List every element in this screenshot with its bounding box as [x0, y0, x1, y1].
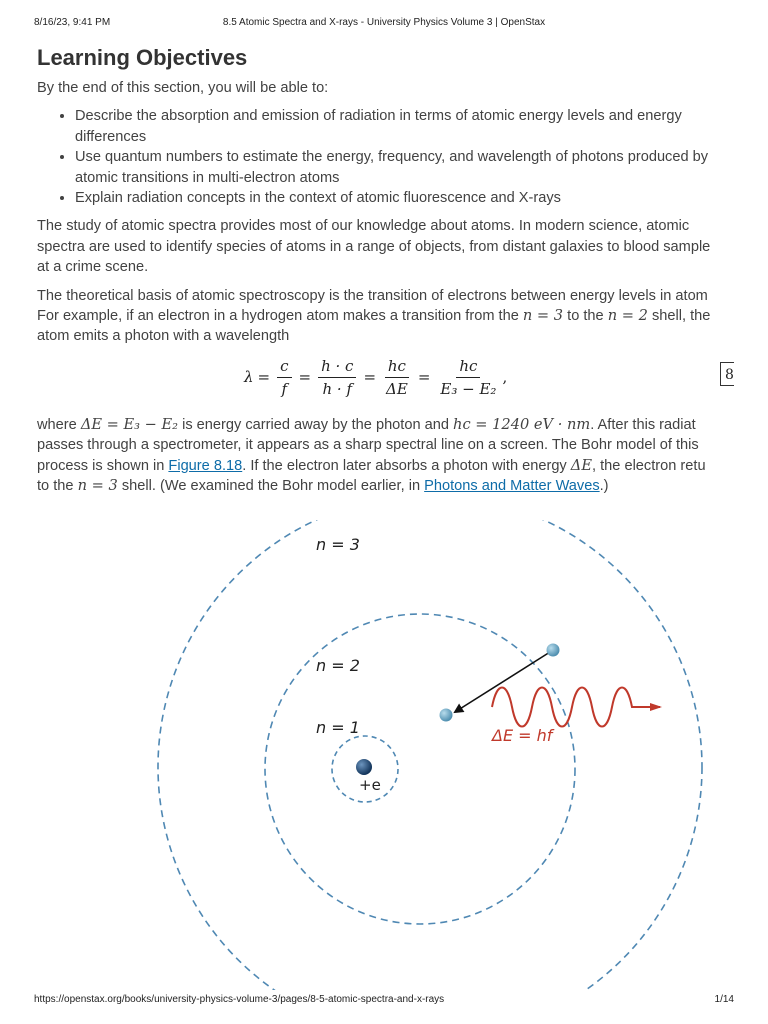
electron-final — [440, 709, 453, 722]
eq-denominator: h · f — [322, 379, 353, 398]
eq-comma: , — [502, 368, 508, 387]
math-delta-e: ΔE = E₃ − E₂ — [80, 415, 179, 433]
eq-fraction — [277, 357, 291, 398]
objective-line: atomic transitions in multi-electron atoms — [75, 169, 340, 186]
print-date: 8/16/23, 9:41 PM — [34, 17, 111, 28]
math-hc: hc = 1240 eV · nm — [453, 415, 591, 433]
nucleus — [356, 759, 372, 775]
eq-fraction — [437, 357, 499, 398]
label-n2: n = 2 — [316, 656, 360, 675]
objective-line: Describe the absorption and emission of radiation in terms of atomic energy levels and energy — [75, 108, 682, 125]
para-text: shell. (We examined the Bohr model earlier, in — [117, 478, 425, 495]
objective-line: Use quantum numbers to estimate the energy, frequency, and wavelength of photons produced by — [75, 149, 709, 166]
para-line: The theoretical basis of atomic spectroscopy is the transition of electrons between energy levels in atom — [37, 287, 708, 304]
objective-line: differences — [75, 128, 147, 145]
intro-text: By the end of this section, you will be able to: — [37, 80, 329, 96]
para-text: is energy carried away by the photon and — [178, 416, 454, 433]
eq-lambda: λ — [244, 368, 254, 387]
nucleus-charge-label: +e — [359, 776, 381, 794]
objective-line: Explain radiation concepts in the context of atomic fluorescence and X-rays — [75, 190, 561, 207]
eq-denominator: f — [281, 379, 288, 398]
orbit-n2 — [265, 614, 575, 924]
article-content — [37, 40, 734, 510]
math-n3-inline: n = 3 — [77, 477, 118, 495]
para-text: to the — [37, 478, 78, 495]
eq-numerator: c — [277, 357, 291, 378]
photon-wave — [492, 688, 660, 727]
para-line: The study of atomic spectra provides most of our knowledge about atoms. In modern science, atomic — [37, 218, 690, 235]
eq-denominator: E₃ − E₂ — [440, 379, 497, 398]
eq-equals: = — [257, 368, 271, 387]
paragraph-theoretical-basis — [37, 286, 734, 347]
para-text: , the electron retu — [592, 457, 706, 474]
para-line: atom emits a photon with a wavelength — [37, 328, 290, 345]
para-text: .) — [599, 478, 609, 495]
para-text: . After this radiat — [590, 416, 696, 433]
math-delta-e-inline: ΔE — [570, 456, 592, 474]
para-text: process is shown in — [37, 457, 169, 474]
objective-item — [75, 147, 734, 188]
eq-numerator: hc — [385, 357, 409, 378]
paragraph-atomic-spectra — [37, 216, 734, 277]
para-line: spectra are used to identify species of atoms in a range of objects, from distant galaxies to blood sample — [37, 238, 711, 255]
print-url: https://openstax.org/books/university-physics-volume-3/pages/8-5-atomic-spectra-and-x-rays — [34, 994, 445, 1005]
objective-item — [75, 106, 734, 147]
equation-number: 8 — [720, 362, 734, 386]
figure-link[interactable]: Figure 8.18 — [168, 457, 243, 474]
eq-fraction — [318, 357, 356, 398]
math-n3: n = 3 — [522, 307, 564, 325]
eq-equals: = — [417, 368, 431, 387]
para-text: For example, if an electron in a hydrogen atom makes a transition from the — [37, 308, 523, 325]
eq-denominator: ΔE — [386, 379, 408, 398]
para-text: to the — [563, 308, 608, 325]
wavelength-equation — [37, 353, 734, 411]
eq-equals: = — [298, 368, 312, 387]
para-line: at a crime scene. — [37, 259, 149, 276]
print-page-number: 1/14 — [714, 994, 734, 1005]
learning-objectives-heading: Learning Objectives — [37, 45, 248, 70]
eq-numerator: h · c — [318, 357, 356, 378]
print-header — [0, 17, 768, 29]
paragraph-bohr-model — [37, 415, 734, 497]
para-text: where — [37, 416, 81, 433]
bohr-model-figure — [0, 520, 768, 990]
photon-energy-label: ΔE = hf — [492, 726, 553, 745]
print-page-title: 8.5 Atomic Spectra and X-rays - University Physics Volume 3 | OpenStax — [222, 17, 546, 28]
label-n3: n = 3 — [316, 535, 360, 554]
eq-fraction — [383, 357, 411, 398]
label-n1: n = 1 — [316, 718, 360, 737]
transition-arrow — [455, 652, 550, 712]
math-n2: n = 2 — [607, 307, 648, 325]
photons-matter-waves-link[interactable]: Photons and Matter Waves — [424, 478, 600, 495]
para-line: passes through a spectrometer, it appears as a sharp spectral line on a screen. The Bohr model of this — [37, 437, 699, 454]
objective-item — [75, 188, 734, 208]
eq-numerator: hc — [456, 357, 480, 378]
orbit-n3 — [158, 520, 702, 990]
eq-equals: = — [363, 368, 377, 387]
objectives-list — [37, 106, 734, 208]
electron-initial — [547, 644, 560, 657]
para-text: shell, the — [647, 308, 711, 325]
para-text: . If the electron later absorbs a photon with energy — [242, 457, 571, 474]
